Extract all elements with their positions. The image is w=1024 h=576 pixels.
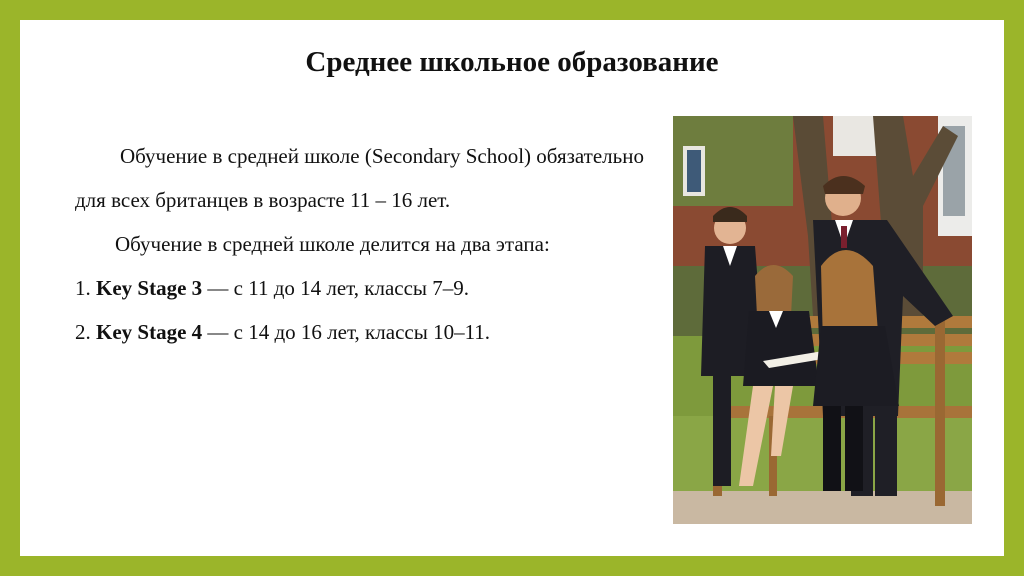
- slide-body: [75, 134, 665, 354]
- stage-description: — с 11 до 14 лет, классы 7–9.: [202, 276, 470, 300]
- stage-name: Key Stage 4: [96, 320, 203, 344]
- slide: [20, 20, 1004, 556]
- paragraph-two-stages: Обучение в средней школе делится на два этапа:: [115, 232, 550, 256]
- stage-item-1: [75, 266, 665, 310]
- students-on-bench-photo: [673, 116, 972, 524]
- stage-name: Key Stage 3: [96, 276, 203, 300]
- paragraph-secondary-school: Обучение в средней школе (Secondary School) обязательно для всех британцев в возрасте 11 – 16 лет.: [75, 144, 644, 212]
- stage-number: 2.: [75, 320, 91, 344]
- stage-number: 1.: [75, 276, 91, 300]
- slide-title: Среднее школьное образование: [305, 46, 719, 78]
- stage-description: — с 14 до 16 лет, классы 10–11.: [202, 320, 491, 344]
- stage-item-2: [75, 310, 665, 354]
